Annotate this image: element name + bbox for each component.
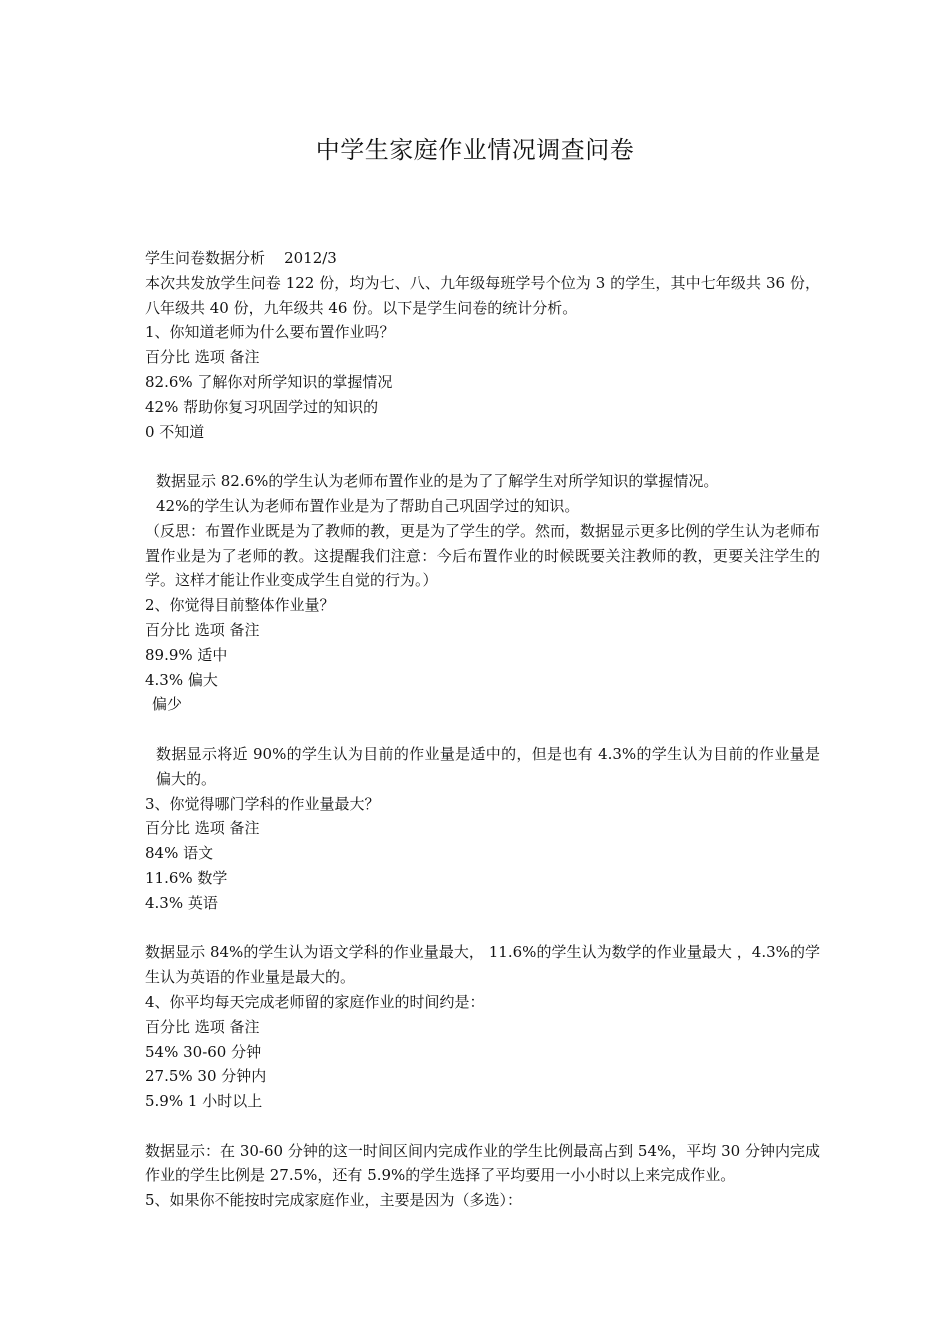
q1-analysis-1: 数据显示 82.6%的学生认为老师布置作业的是为了了解学生对所学知识的掌握情况。 xyxy=(156,472,719,491)
q3-row: 11.6% 数学 xyxy=(145,868,228,887)
table-header: 百分比 选项 备注 xyxy=(145,620,260,639)
q3-row: 4.3% 英语 xyxy=(145,893,218,912)
spacer xyxy=(145,1114,820,1139)
question-2: 2、你觉得目前整体作业量？ xyxy=(145,596,335,615)
q1-analysis-2: 42%的学生认为老师布置作业是为了帮助自己巩固学过的知识。 xyxy=(156,496,580,515)
q2-row: 4.3% 偏大 xyxy=(145,670,218,689)
q4-row: 27.5% 30 分钟内 xyxy=(145,1067,267,1086)
q2-analysis: 数据显示将近 90%的学生认为目前的作业量是适中的，但是也有 4.3%的学生认为目前的作业量是偏大的。 xyxy=(156,744,820,788)
q4-row: 5.9% 1 小时以上 xyxy=(145,1092,263,1111)
q3-row: 84% 语文 xyxy=(145,844,214,863)
question-5: 5、如果你不能按时完成家庭作业，主要是因为（多选）： xyxy=(145,1191,523,1210)
document-title: 中学生家庭作业情况调查问卷 xyxy=(315,136,635,164)
q4-analysis: 数据显示：在 30-60 分钟的这一时间区间内完成作业的学生比例最高占到 54%，平均 30 分钟内完成作业的学生比例是 27.5%，还有 5.9%的学生选择了平均要用一小小时以上来完成作业。 xyxy=(145,1141,820,1185)
question-4: 4、你平均每天完成老师留的家庭作业的时间约是： xyxy=(145,992,485,1011)
document-body xyxy=(145,246,820,1213)
table-header: 百分比 选项 备注 xyxy=(145,1017,260,1036)
q4-row: 54% 30-60 分钟 xyxy=(145,1042,262,1061)
q3-analysis: 数据显示 84%的学生认为语文学科的作业量最大， 11.6%的学生认为数学的作业量最大 ，4.3%的学生认为英语的作业量是最大的。 xyxy=(145,943,820,987)
subtitle-line: 学生问卷数据分析 2012/3 xyxy=(145,249,337,267)
spacer xyxy=(145,717,820,742)
table-header: 百分比 选项 备注 xyxy=(145,819,260,838)
q2-row: 偏少 xyxy=(152,695,183,714)
intro-paragraph: 本次共发放学生问卷 122 份，均为七、八、九年级每班学号个位为 3 的学生，其中七年级共 36 份，八年级共 40 份，九年级共 46 份。以下是学生问卷的统计分析。 xyxy=(145,273,820,317)
q1-row: 0 不知道 xyxy=(145,422,205,441)
spacer xyxy=(145,916,820,941)
question-3: 3、你觉得哪门学科的作业量最大？ xyxy=(145,794,380,813)
question-1: 1、你知道老师为什么要布置作业吗？ xyxy=(145,323,395,342)
table-header: 百分比 选项 备注 xyxy=(145,348,260,367)
q1-row: 42% 帮助你复习巩固学过的知识的 xyxy=(145,397,379,416)
q1-reflection: （反思：布置作业既是为了教师的教，更是为了学生的学。然而，数据显示更多比例的学生认为老师布置作业是为了老师的教。这提醒我们注意：今后布置作业的时候既要关注教师的教，更要关注学生的学。这样才能让作业变成学生自觉的行为。） xyxy=(145,521,821,590)
q2-row: 89.9% 适中 xyxy=(145,645,228,664)
spacer xyxy=(145,444,820,469)
q1-row: 82.6% 了解你对所学知识的掌握情况 xyxy=(145,372,393,391)
